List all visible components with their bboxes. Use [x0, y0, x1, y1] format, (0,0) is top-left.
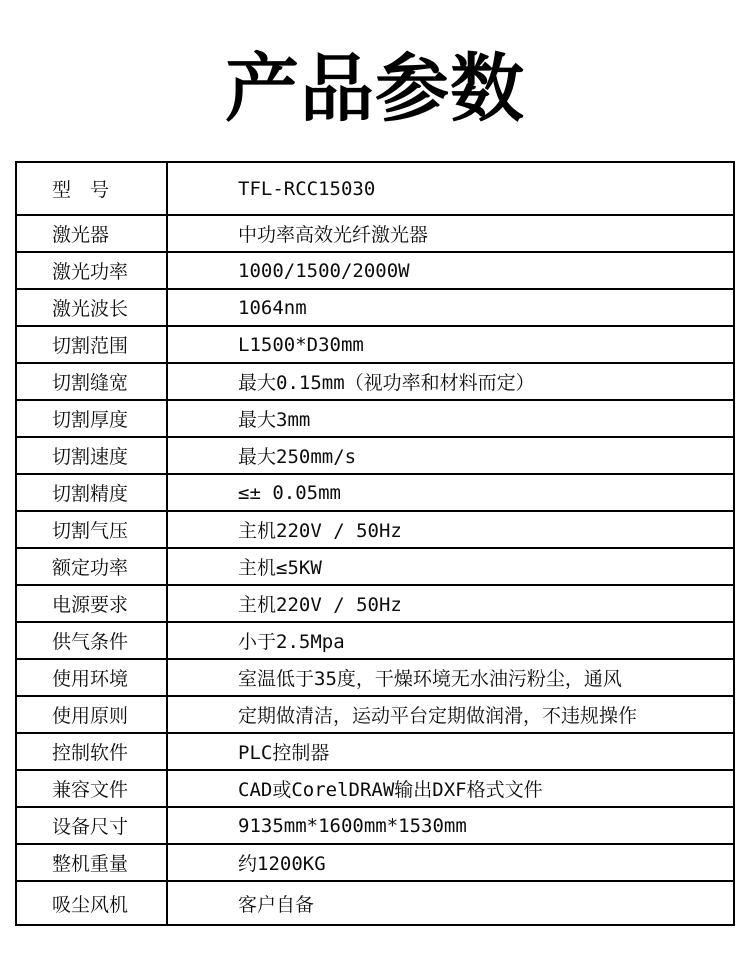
spec-label: 激光功率 — [16, 252, 167, 289]
page-title: 产品参数 — [225, 46, 525, 132]
table-row — [16, 289, 734, 326]
spec-label: 电源要求 — [16, 585, 167, 622]
table-row — [16, 733, 734, 770]
spec-value: 小于2.5Mpa — [167, 622, 734, 659]
spec-table-body — [16, 162, 734, 925]
spec-label: 切割气压 — [16, 511, 167, 548]
spec-value: CAD或CorelDRAW输出DXF格式文件 — [167, 770, 734, 807]
table-row — [16, 511, 734, 548]
spec-value: 主机220V / 50Hz — [167, 585, 734, 622]
spec-value: 主机220V / 50Hz — [167, 511, 734, 548]
table-row — [16, 696, 734, 733]
table-row — [16, 585, 734, 622]
spec-table — [15, 161, 735, 926]
spec-label: 型 号 — [16, 162, 167, 215]
table-row — [16, 326, 734, 363]
spec-label: 使用环境 — [16, 659, 167, 696]
spec-label: 激光器 — [16, 215, 167, 252]
spec-label: 激光波长 — [16, 289, 167, 326]
spec-value: 1000/1500/2000W — [167, 252, 734, 289]
spec-value: 1064nm — [167, 289, 734, 326]
table-row — [16, 659, 734, 696]
spec-label: 供气条件 — [16, 622, 167, 659]
spec-label: 切割厚度 — [16, 400, 167, 437]
table-row — [16, 252, 734, 289]
spec-label: 设备尺寸 — [16, 807, 167, 844]
spec-label: 切割范围 — [16, 326, 167, 363]
spec-value: 最大3mm — [167, 400, 734, 437]
table-row — [16, 215, 734, 252]
table-row — [16, 162, 734, 215]
table-row — [16, 622, 734, 659]
spec-value: 9135mm*1600mm*1530mm — [167, 807, 734, 844]
spec-value: L1500*D30mm — [167, 326, 734, 363]
spec-value: PLC控制器 — [167, 733, 734, 770]
spec-label: 整机重量 — [16, 844, 167, 881]
table-row — [16, 548, 734, 585]
table-row — [16, 400, 734, 437]
spec-label: 吸尘风机 — [16, 881, 167, 925]
spec-value: 最大0.15mm（视功率和材料而定） — [167, 363, 734, 400]
spec-value: 室温低于35度，干燥环境无水油污粉尘，通风 — [167, 659, 734, 696]
table-row — [16, 844, 734, 881]
spec-value: 客户自备 — [167, 881, 734, 925]
table-row — [16, 474, 734, 511]
spec-label: 切割速度 — [16, 437, 167, 474]
table-row — [16, 807, 734, 844]
spec-value: 定期做清洁，运动平台定期做润滑，不违规操作 — [167, 696, 734, 733]
spec-value: 中功率高效光纤激光器 — [167, 215, 734, 252]
spec-value: TFL-RCC15030 — [167, 162, 734, 215]
spec-value: ≤± 0.05mm — [167, 474, 734, 511]
spec-label: 兼容文件 — [16, 770, 167, 807]
spec-value: 主机≤5KW — [167, 548, 734, 585]
spec-value: 约1200KG — [167, 844, 734, 881]
spec-label: 额定功率 — [16, 548, 167, 585]
table-row — [16, 770, 734, 807]
spec-label: 切割精度 — [16, 474, 167, 511]
spec-label: 控制软件 — [16, 733, 167, 770]
spec-label: 使用原则 — [16, 696, 167, 733]
table-row — [16, 881, 734, 925]
spec-value: 最大250mm/s — [167, 437, 734, 474]
table-row — [16, 437, 734, 474]
spec-label: 切割缝宽 — [16, 363, 167, 400]
table-row — [16, 363, 734, 400]
